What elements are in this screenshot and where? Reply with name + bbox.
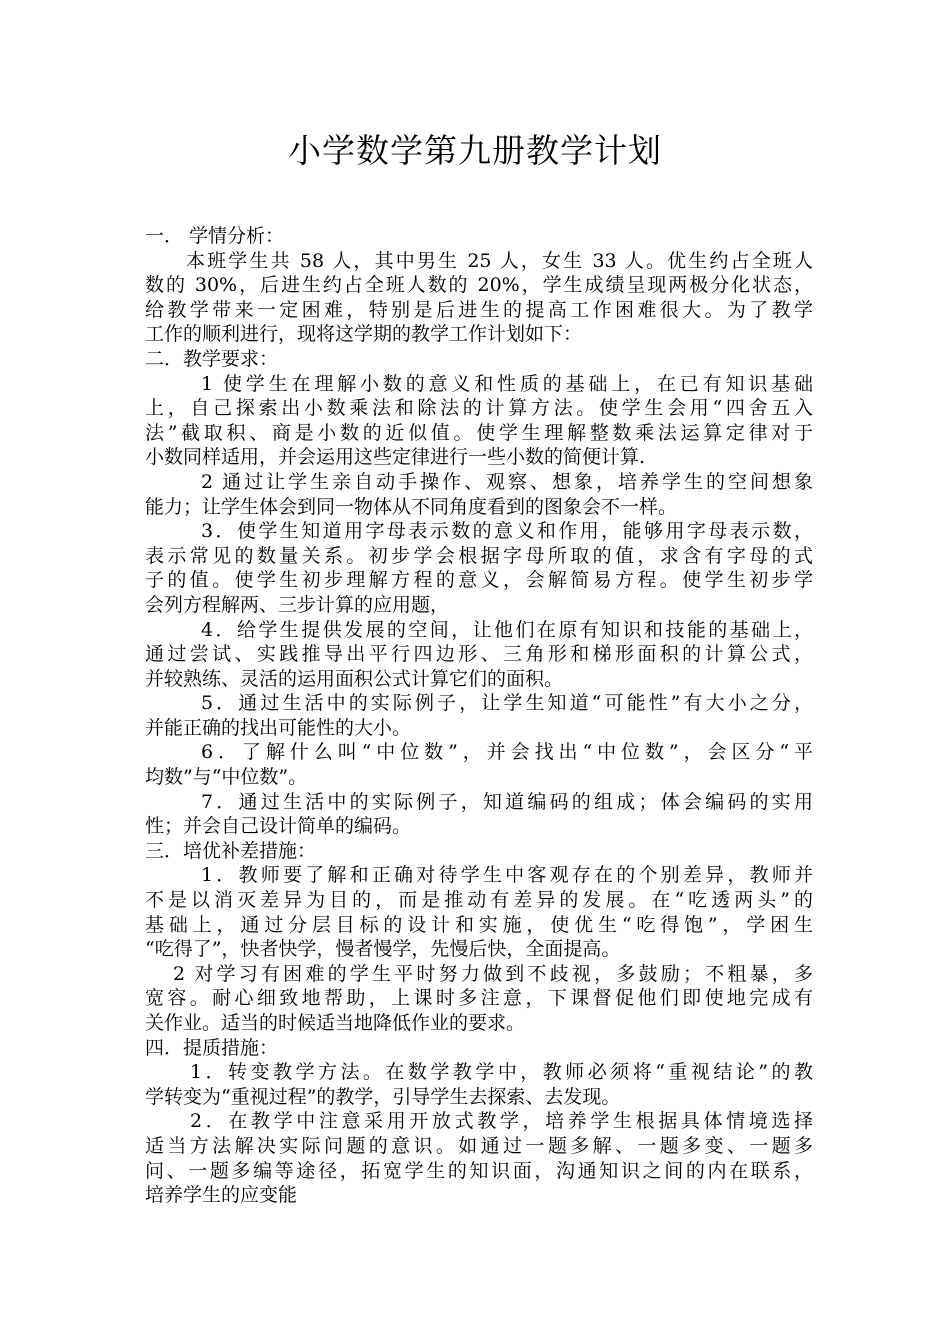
text-line: 基础上，通过分层目标的设计和实施，使优生“吃得饱”，学困生 (145, 913, 813, 936)
text-line: 学转变为“重视过程”的教学，引导学生去探索、去发现。 (145, 1085, 621, 1108)
text-line: 三．培优补差措施： (145, 839, 317, 862)
text-line: 宽容。耐心细致地帮助，上课时多注意，下课督促他们即使地完成有 (145, 987, 813, 1010)
document-body (145, 224, 813, 1208)
text-line: 不是以消灭差异为目的，而是推动有差异的发展。在“吃透两头”的 (145, 889, 813, 912)
text-line: 培养学生的应变能 (145, 1184, 298, 1207)
text-line: 子的值。使学生初步理解方程的意义，会解简易方程。使学生初步学 (145, 569, 813, 592)
text-line: 均数”与“中位数”。 (145, 766, 308, 789)
text-line: 1 使学生在理解小数的意义和性质的基础上，在已有知识基础 (201, 372, 813, 395)
text-line: 表示常见的数量关系。初步学会根据字母所取的值，求含有字母的式 (145, 544, 813, 567)
text-line: 2．在教学中注意采用开放式教学，培养学生根据具体情境选择 (190, 1110, 813, 1133)
text-line: 数的 30%，后进生约占全班人数的 20%，学生成绩呈现两极分化状态， (145, 274, 813, 297)
text-line: 7．通过生活中的实际例子，知道编码的组成；体会编码的实用 (201, 790, 813, 813)
text-line: 会列方程解两、三步计算的应用题， (145, 593, 450, 616)
text-line: 1．转变教学方法。在数学教学中，教师必须将“重视结论”的教 (190, 1061, 813, 1084)
text-line: 二．教学要求： (145, 347, 279, 370)
text-line: 性；并会自己设计简单的编码。 (145, 815, 412, 838)
text-line: 给教学带来一定困难，特别是后进生的提高工作困难很大。为了教学 (145, 298, 813, 321)
text-line: 通过尝试、实践推导出平行四边形、三角形和梯形面积的计算公式， (145, 643, 813, 666)
text-line: 2 对学习有困难的学生平时努力做到不歧视，多鼓励；不粗暴，多 (173, 962, 813, 985)
text-line: 并能正确的找出可能性的大小。 (145, 716, 412, 739)
text-line: 适当方法解决实际问题的意识。如通过一题多解、一题多变、一题多 (145, 1134, 813, 1157)
text-line: 能力；让学生体会到同一物体从不同角度看到的图象会不一样。 (145, 495, 678, 518)
text-line: 四．提质措施： (145, 1036, 279, 1059)
text-line: “吃得了”，快者快学，慢者慢学，先慢后快，全面提高。 (145, 938, 621, 961)
text-line: 关作业。适当的时候适当地降低作业的要求。 (145, 1012, 526, 1034)
text-line: 本班学生共 58 人，其中男生 25 人，女生 33 人。优生约占全班人 (186, 249, 813, 272)
text-line: 法”截取积、商是小数的近似值。使学生理解整数乘法运算定律对于 (145, 421, 813, 444)
text-line: 并较熟练、灵活的运用面积公式计算它们的面积。 (145, 667, 564, 690)
document-title: 小学数学第九册教学计划 (288, 131, 662, 170)
text-line: 4．给学生提供发展的空间，让他们在原有知识和技能的基础上， (201, 618, 813, 641)
text-line: 3．使学生知道用字母表示数的意义和作用，能够用字母表示数， (201, 520, 813, 543)
text-line: 6．了解什么叫“中位数”，并会找出“中位数”，会区分“平 (201, 741, 813, 764)
text-line: 上，自己探索出小数乘法和除法的计算方法。使学生会用“四舍五入 (145, 397, 813, 420)
text-line: 工作的顺利进行，现将这学期的教学工作计划如下： (145, 323, 583, 346)
text-line: 一． 学情分析： (145, 225, 285, 247)
text-line: 小数同样适用，并会运用这些定律进行一些小数的简便计算. (145, 446, 646, 469)
text-line: 问、一题多编等途径，拓宽学生的知识面，沟通知识之间的内在联系， (145, 1159, 813, 1182)
text-line: 5．通过生活中的实际例子，让学生知道“可能性”有大小之分， (201, 692, 813, 715)
text-line: 2 通过让学生亲自动手操作、观察、想象，培养学生的空间想象 (201, 470, 813, 493)
text-line: 1．教师要了解和正确对待学生中客观存在的个别差异，教师并 (201, 864, 813, 887)
